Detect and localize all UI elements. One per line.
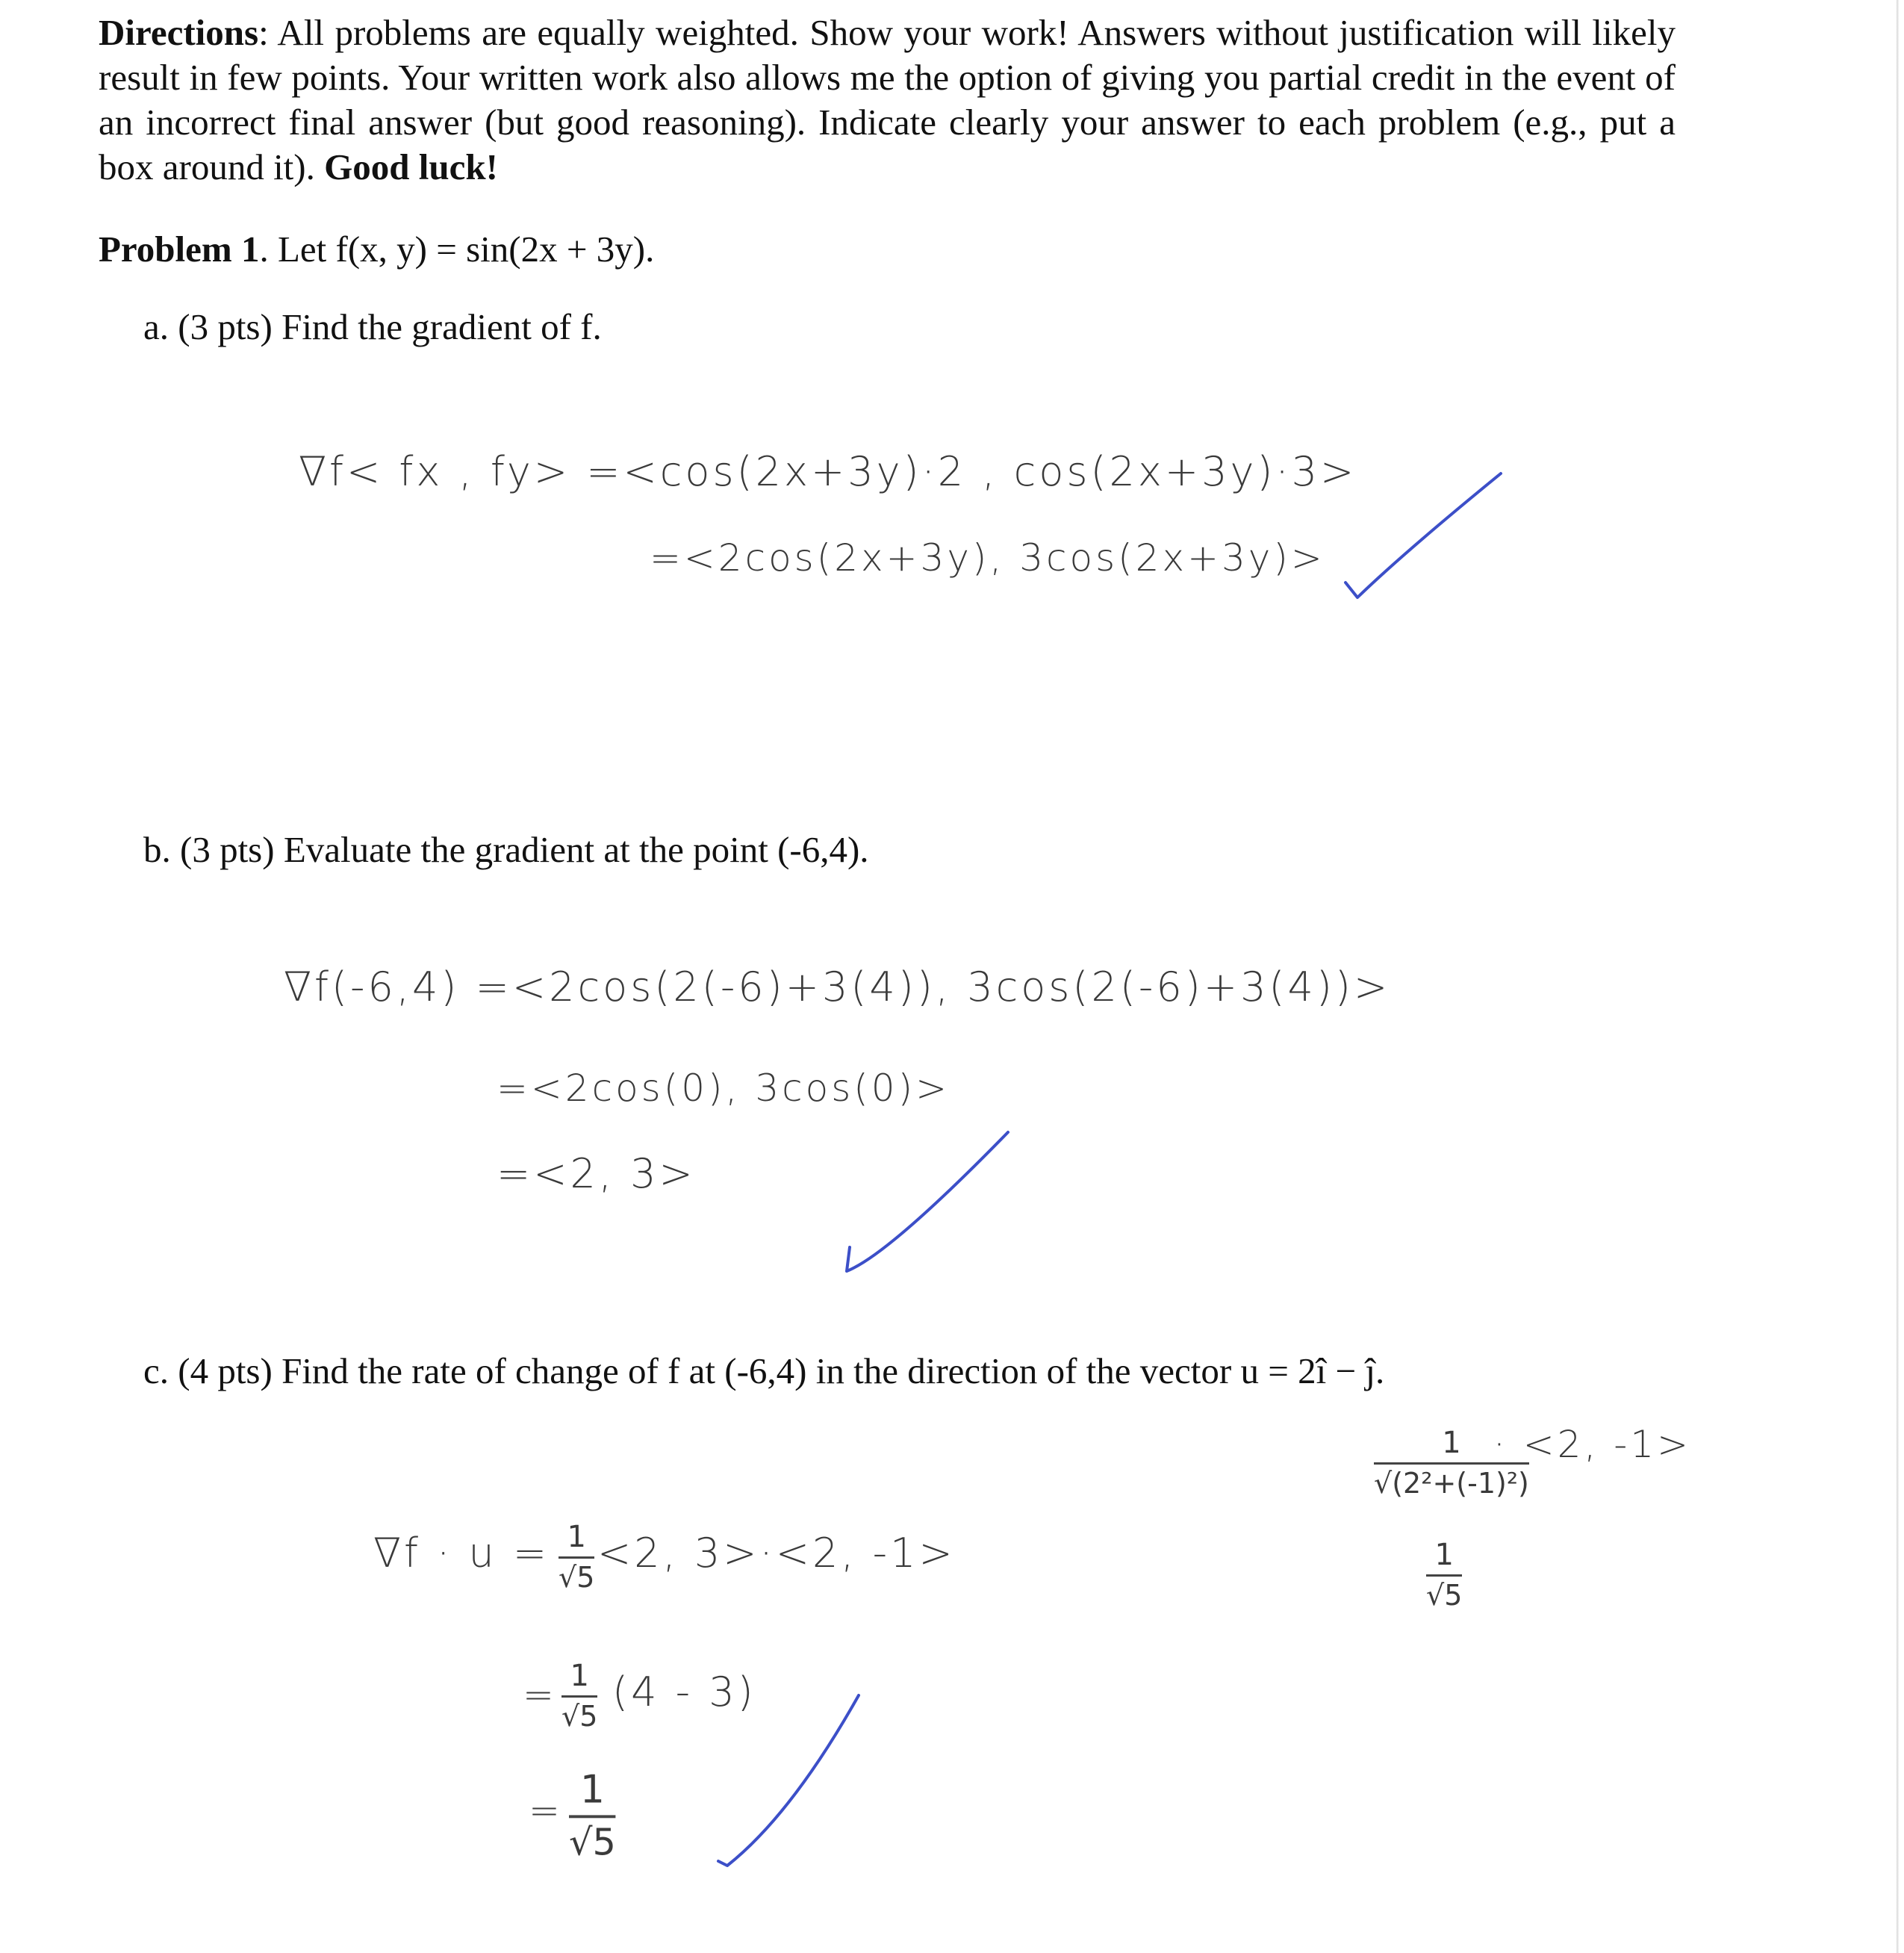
part-a-prompt: a. (3 pts) Find the gradient of f. (143, 306, 602, 347)
part-a-work-line-1: ∇f< fx , fy> =<cos(2x+3y)·2 , cos(2x+3y)·3> (299, 448, 1357, 495)
line-1-numerator: 1 (567, 1520, 586, 1554)
good-luck-text: Good luck! (324, 146, 498, 187)
part-b-work-line-2: =<2cos(0), 3cos(0)> (497, 1066, 951, 1110)
part-c-line-3-equals: = (529, 1789, 563, 1832)
directions-paragraph (99, 10, 1676, 190)
part-b-prompt: b. (3 pts) Evaluate the gradient at the point (-6,4). (143, 829, 869, 870)
part-b-work-line-1: ∇f(-6,4) =<2cos(2(-6)+3(4)), 3cos(2(-6)+3(4))> (284, 963, 1391, 1010)
directions-label: Directions (99, 12, 259, 53)
part-a-work-line-2: =<2cos(2x+3y), 3cos(2x+3y)> (650, 536, 1325, 580)
line-2-denominator: √5 (561, 1700, 598, 1733)
check-mark-icon (836, 1128, 1015, 1277)
final-denominator: √5 (569, 1821, 616, 1864)
side-unit-fraction (1426, 1539, 1462, 1611)
part-c-work-line-2-rhs: (4 - 3) (612, 1668, 756, 1716)
check-mark-icon (709, 1688, 866, 1875)
problem-1-title (99, 227, 654, 272)
side-fraction-denominator: √(2²+(-1)²) (1374, 1467, 1529, 1500)
fraction-bar (561, 1695, 597, 1698)
part-c-line-2-fraction (561, 1659, 597, 1732)
scan-page-edge (1897, 0, 1899, 1953)
final-numerator: 1 (579, 1767, 605, 1813)
problem-1-statement: . Let f(x, y) = sin(2x + 3y). (259, 229, 655, 270)
part-c-line-2-equals: = (523, 1673, 557, 1716)
part-c-prompt: c. (4 pts) Find the rate of change of f at (-6,4) in the direction of the vector u = 2î − ĵ. (143, 1350, 1385, 1391)
part-c-work-line-1-rhs: <2, 3>·<2, -1> (597, 1530, 956, 1577)
check-mark-icon (1337, 471, 1508, 605)
side-unit-denominator: √5 (1426, 1579, 1463, 1612)
part-b-work-line-3: =<2, 3> (497, 1150, 696, 1197)
fraction-bar (559, 1556, 594, 1559)
line-2-numerator: 1 (570, 1659, 589, 1693)
problem-1-label: Problem 1 (99, 229, 260, 270)
part-c-work-line-1-lhs: ∇f · u = (373, 1530, 550, 1577)
part-c-line-1-fraction (559, 1521, 594, 1593)
line-1-denominator: √5 (559, 1561, 595, 1594)
side-vector: · <2, -1> (1493, 1423, 1692, 1466)
side-fraction-numerator: 1 (1442, 1426, 1461, 1460)
fraction-bar (569, 1815, 616, 1818)
fraction-bar (1426, 1574, 1462, 1577)
directions-text: : All problems are equally weighted. Show your work! Answers without justification will likely result in few points. Your written work also allows me the option of giving you partial credit in the event of an incorrect final answer (but good reasoning). Indicate clearly your answer to each problem (e.g., put a box around it). (99, 12, 1676, 187)
side-unit-numerator: 1 (1434, 1538, 1454, 1572)
part-c-final-answer (569, 1769, 616, 1863)
